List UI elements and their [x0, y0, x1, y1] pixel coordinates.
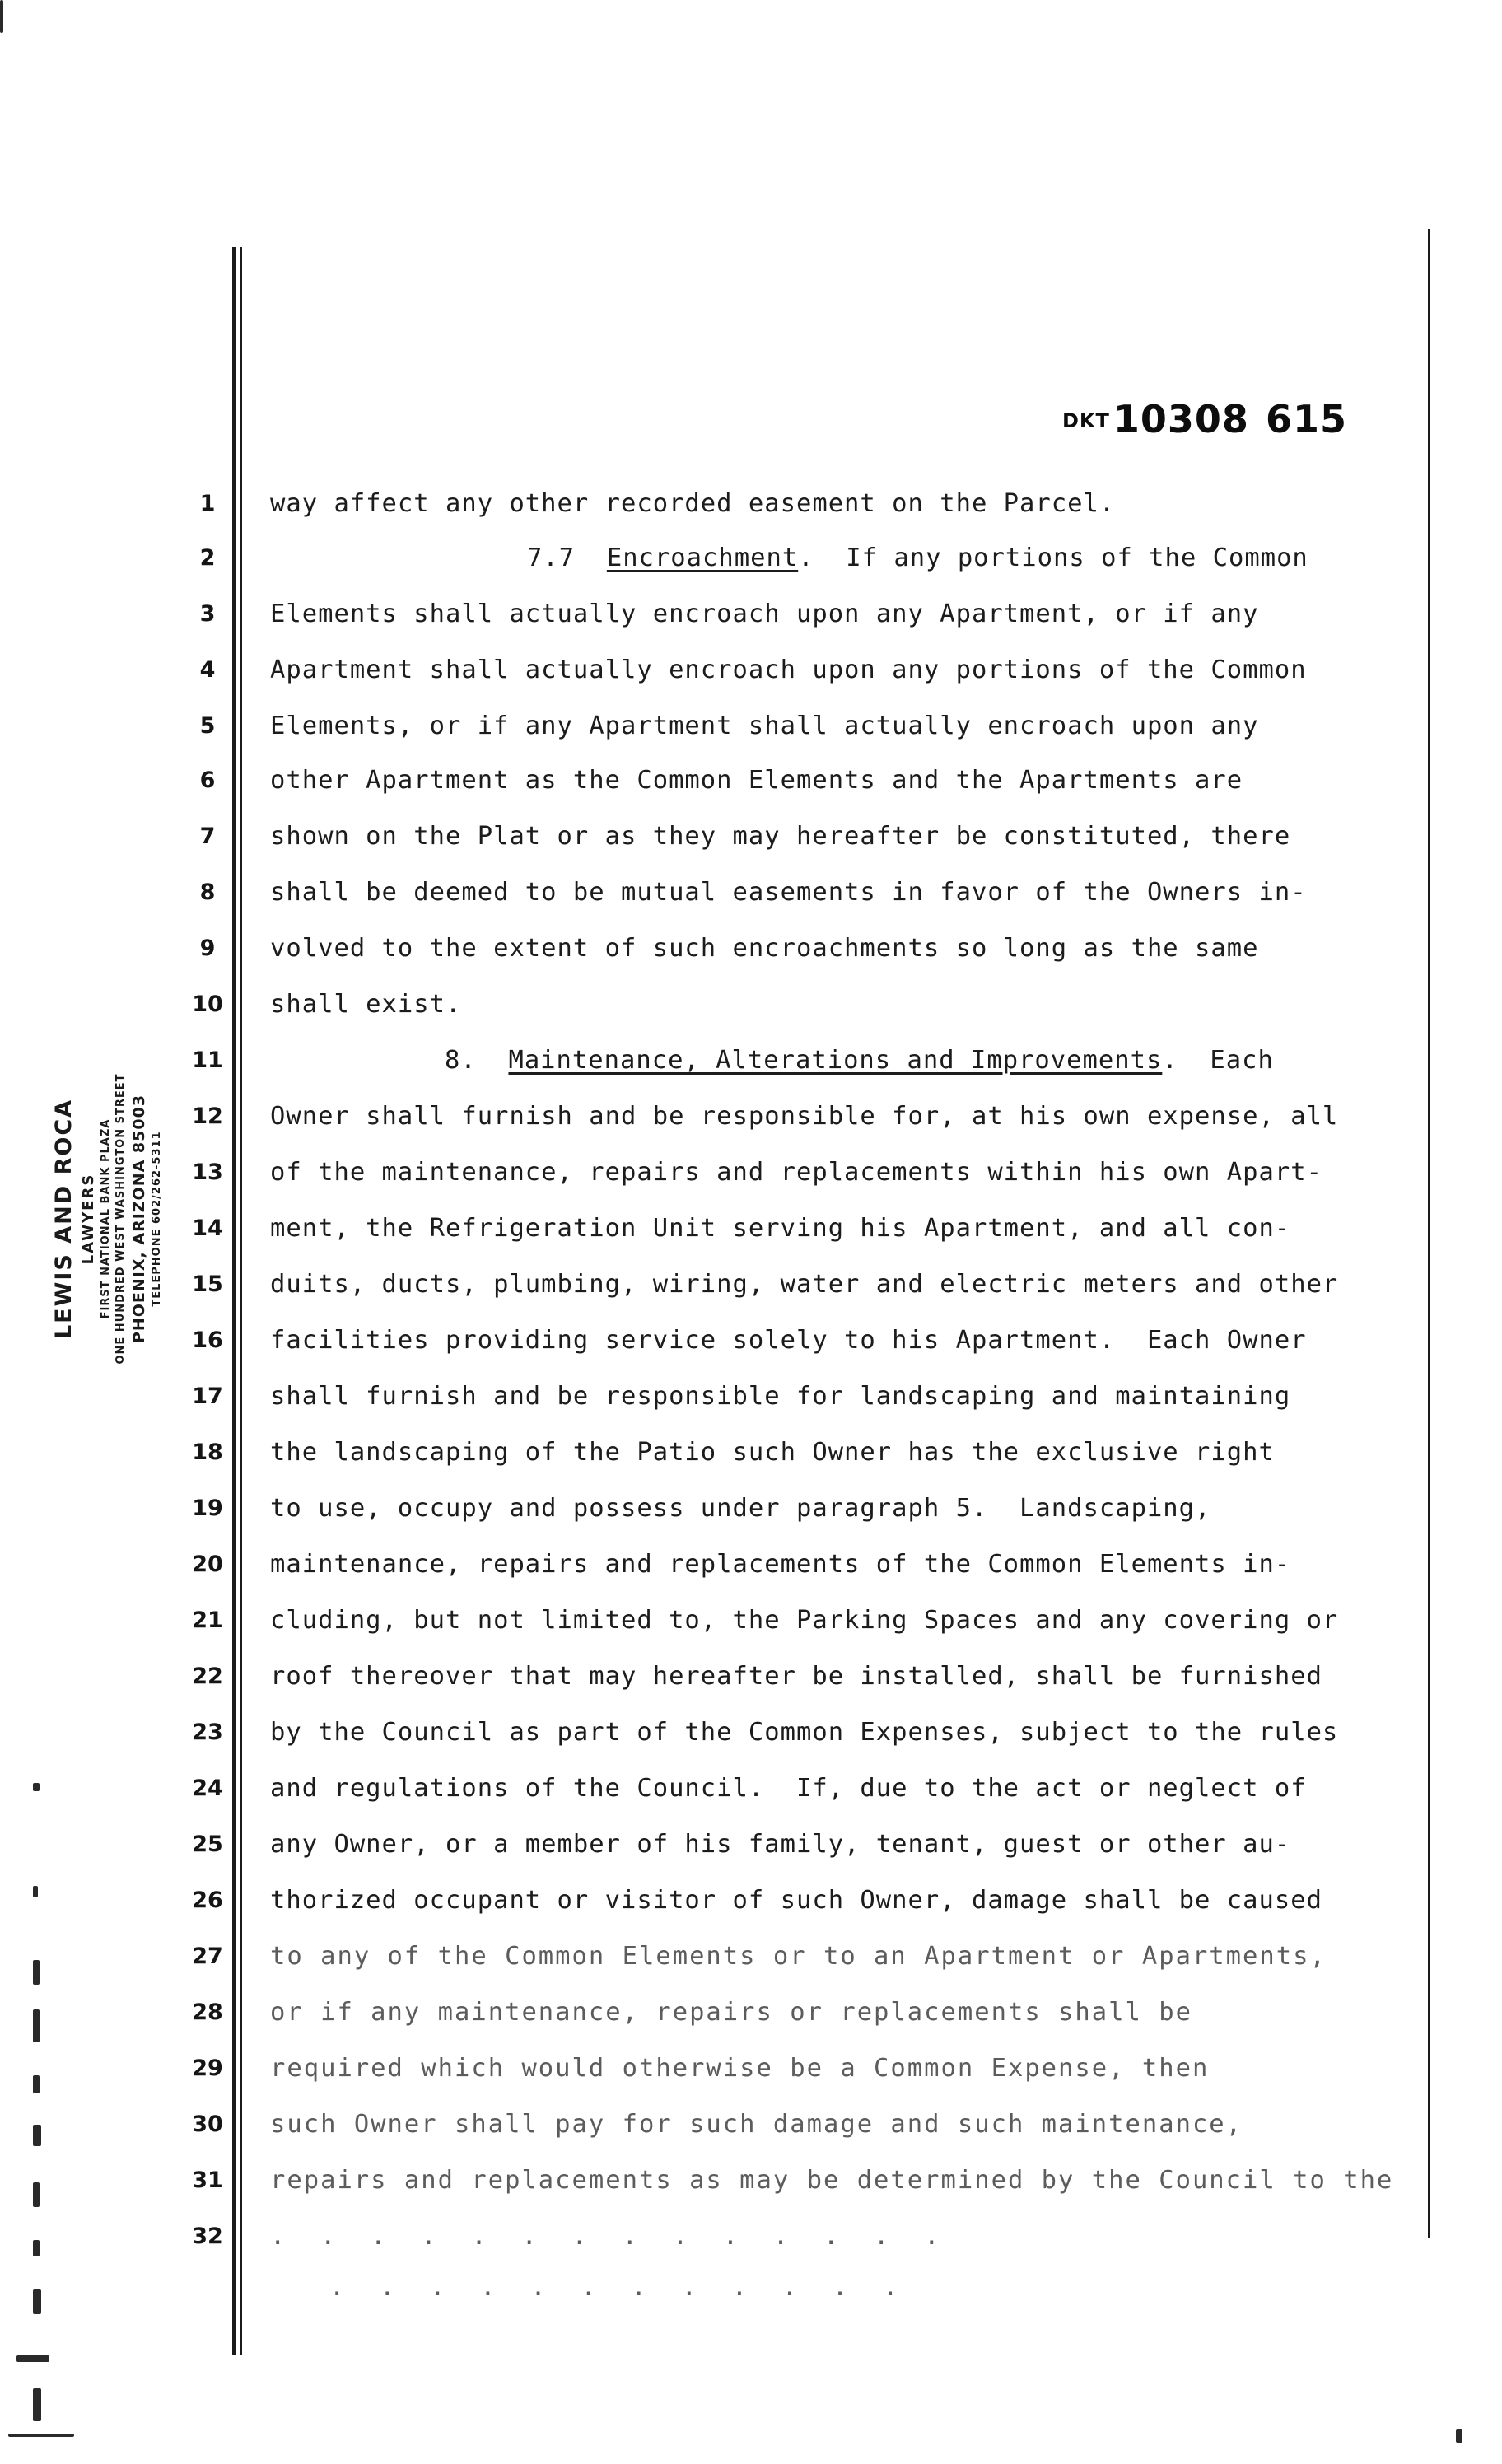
line-number: 28 [192, 2000, 223, 2025]
line-number: 9 [199, 936, 216, 961]
text-line: any Owner, or a member of his family, tenant, guest or other au- [270, 1830, 1291, 1859]
line-number: 30 [192, 2112, 223, 2137]
left-margin-rule-inner [240, 247, 242, 2355]
text-line-faded: or if any maintenance, repairs or replacements shall be [270, 1998, 1192, 2027]
line-number: 15 [192, 1272, 223, 1297]
text-line-faded: to any of the Common Elements or to an Apartment or Apartments, [270, 1942, 1327, 1971]
section-number: 7.7 [527, 544, 607, 572]
text-line: shown on the Plat or as they may hereafter be constituted, there [270, 822, 1291, 851]
scan-speck [1456, 2429, 1462, 2443]
text-line: thorized occupant or visitor of such Owner, damage shall be caused [270, 1886, 1322, 1915]
firm-name: LEWIS AND ROCA [51, 1098, 77, 1340]
line-number: 13 [192, 1160, 223, 1185]
firm-address-1: FIRST NATIONAL BANK PLAZA [100, 1118, 112, 1319]
right-margin-rule [1428, 229, 1430, 2238]
line-number: 31 [192, 2168, 223, 2193]
docket-page-stamp [1062, 397, 1347, 441]
scan-speck [8, 2434, 74, 2437]
text-run: . If any portions of the Common [798, 544, 1308, 572]
text-line-faded: . . . . . . . . . . . . . . [270, 2222, 941, 2251]
section-heading-maintenance: Maintenance, Alterations and Improvements [508, 1046, 1163, 1075]
text-line: the landscaping of the Patio such Owner has the exclusive right [270, 1438, 1275, 1467]
scan-speck [33, 2009, 40, 2042]
line-number: 12 [192, 1104, 223, 1129]
text-line: shall be deemed to be mutual easements in favor of the Owners in- [270, 878, 1307, 907]
line-number: 6 [199, 768, 216, 793]
paragraph-8-heading-line [445, 1046, 1502, 1075]
text-line: shall furnish and be responsible for landscaping and maintaining [270, 1382, 1291, 1411]
text-line: Elements, or if any Apartment shall actually encroach upon any [270, 712, 1259, 740]
text-line-faded: . . . . . . . . . . . . [329, 2273, 900, 2302]
scan-speck [33, 2182, 40, 2207]
line-number: 11 [192, 1048, 223, 1073]
line-number: 19 [192, 1496, 223, 1521]
text-line: Owner shall furnish and be responsible for, at his own expense, all [270, 1102, 1339, 1131]
scan-speck [16, 2355, 49, 2362]
text-line: maintenance, repairs and replacements of the Common Elements in- [270, 1550, 1291, 1579]
line-number: 3 [199, 601, 216, 627]
text-line-faded: such Owner shall pay for such damage and such maintenance, [270, 2110, 1243, 2139]
line-number: 14 [192, 1216, 223, 1241]
scan-speck [33, 2240, 40, 2256]
line-number: 23 [192, 1720, 223, 1745]
line-number: 4 [199, 657, 216, 683]
text-line: way affect any other recorded easement on the Parcel. [270, 489, 1116, 518]
line-number: 7 [199, 824, 216, 849]
line-number: 25 [192, 1832, 223, 1857]
line-number: 21 [192, 1608, 223, 1633]
firm-title: LAWYERS [80, 1173, 97, 1265]
text-run: . Each [1162, 1046, 1274, 1075]
line-number: 17 [192, 1384, 223, 1409]
text-line: volved to the extent of such encroachments so long as the same [270, 934, 1259, 963]
docket-book-label: DKT [1062, 409, 1110, 432]
scan-speck [33, 1783, 40, 1791]
line-number: 24 [192, 1776, 223, 1801]
line-number: 1 [199, 491, 216, 516]
text-line: ment, the Refrigeration Unit serving his Apartment, and all con- [270, 1214, 1291, 1243]
line-number: 18 [192, 1440, 223, 1465]
docket-page-number: 615 [1265, 397, 1347, 441]
text-line: shall exist. [270, 990, 462, 1019]
firm-address-2: ONE HUNDRED WEST WASHINGTON STREET [114, 1073, 127, 1365]
firm-city: PHOENIX, ARIZONA 85003 [130, 1094, 148, 1344]
line-number: 10 [192, 992, 223, 1017]
text-line: other Apartment as the Common Elements and the Apartments are [270, 766, 1243, 795]
scan-speck [33, 2075, 40, 2093]
scan-speck [0, 0, 3, 33]
text-line: cluding, but not limited to, the Parking Spaces and any covering or [270, 1606, 1339, 1635]
line-number: 26 [192, 1888, 223, 1913]
firm-telephone: TELEPHONE 602/262-5311 [151, 1131, 163, 1307]
line-number: 8 [199, 880, 216, 905]
text-line: Elements shall actually encroach upon any Apartment, or if any [270, 600, 1259, 628]
text-line: by the Council as part of the Common Expenses, subject to the rules [270, 1718, 1339, 1747]
text-line: to use, occupy and possess under paragraph 5. Landscaping, [270, 1494, 1211, 1523]
text-line: of the maintenance, repairs and replacements within his own Apart- [270, 1158, 1322, 1187]
docket-number: 10308 [1113, 397, 1249, 441]
text-line: Apartment shall actually encroach upon any portions of the Common [270, 656, 1307, 684]
text-line: and regulations of the Council. If, due to the act or neglect of [270, 1774, 1307, 1803]
scan-speck [33, 1886, 38, 1897]
line-number: 5 [199, 713, 216, 739]
scan-speck [33, 2125, 41, 2146]
scan-speck [33, 2388, 41, 2421]
text-line-faded: repairs and replacements as may be determined by the Council to the [270, 2166, 1394, 2195]
scan-speck [33, 2289, 41, 2314]
text-line: facilities providing service solely to his Apartment. Each Owner [270, 1326, 1307, 1355]
left-margin-rule [232, 247, 236, 2355]
text-line: duits, ducts, plumbing, wiring, water and electric meters and other [270, 1270, 1339, 1299]
line-number: 22 [192, 1664, 223, 1689]
section-heading-encroachment: Encroachment [606, 544, 799, 572]
scan-speck [33, 1960, 40, 1985]
line-number: 27 [192, 1944, 223, 1969]
text-line-faded: required which would otherwise be a Common Expense, then [270, 2054, 1210, 2083]
line-number: 32 [192, 2224, 223, 2249]
text-line: roof thereover that may hereafter be installed, shall be furnished [270, 1662, 1322, 1691]
line-number: 2 [199, 545, 216, 571]
line-number: 20 [192, 1552, 223, 1577]
line-number: 29 [192, 2056, 223, 2081]
paragraph-7-7-heading-line [527, 544, 1502, 572]
line-number: 16 [192, 1328, 223, 1353]
section-number: 8. [445, 1046, 509, 1075]
